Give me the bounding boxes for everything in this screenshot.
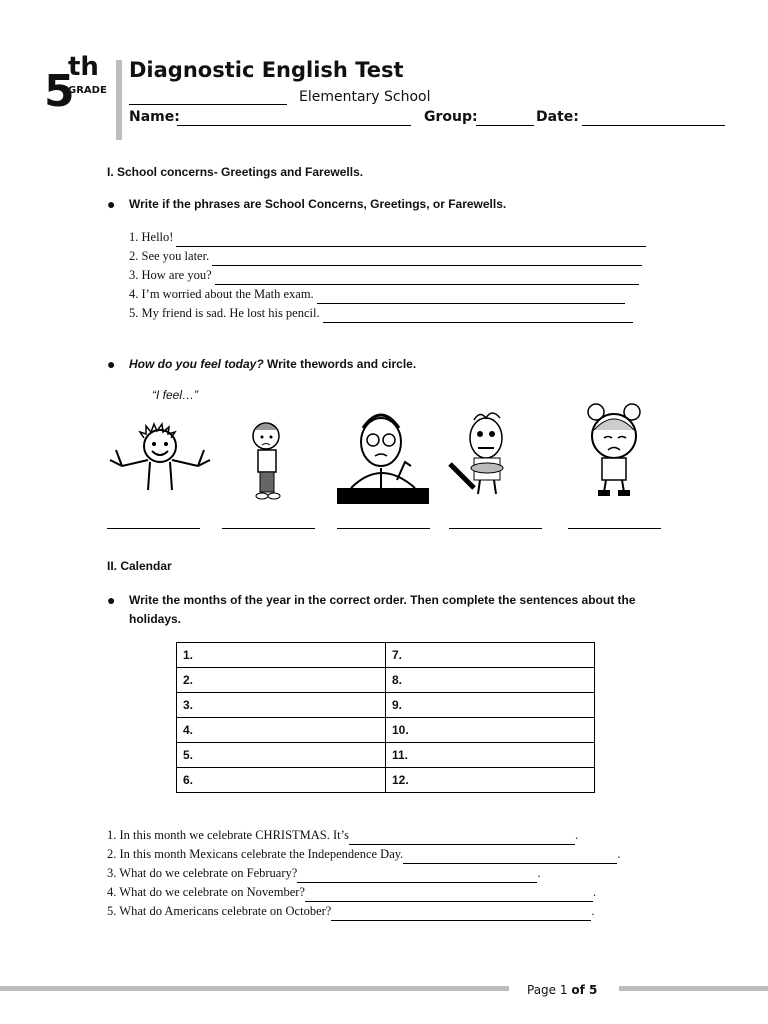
table-row: [177, 718, 595, 743]
instruction-text: Write the months of the year in the correct order. Then complete the sentences about the holidays.: [129, 593, 636, 626]
group-label: Group:: [424, 109, 478, 125]
feel-quote: “I feel…”: [152, 388, 199, 402]
table-row: [177, 668, 595, 693]
month-cell[interactable]: 5.: [177, 743, 386, 768]
answer-field[interactable]: [305, 887, 593, 902]
question-row: [129, 304, 659, 323]
sad-boy-icon: [244, 420, 292, 504]
test-title: Diagnostic English Test: [129, 58, 404, 82]
angry-kid-icon: [444, 408, 526, 498]
answer-field[interactable]: [215, 270, 639, 285]
month-cell[interactable]: 2.: [177, 668, 386, 693]
month-cell[interactable]: 8.: [386, 668, 595, 693]
date-label: Date:: [536, 109, 579, 125]
sentence-row: 3. What do we celebrate on February? .: [107, 864, 667, 883]
worried-man-icon: [337, 406, 429, 504]
question-row: [129, 285, 659, 304]
month-cell[interactable]: 12.: [386, 768, 595, 793]
feel-instruction: [129, 355, 416, 374]
sentence-text: 1. In this month we celebrate CHRISTMAS. It’s: [107, 828, 349, 842]
month-cell[interactable]: 7.: [386, 643, 595, 668]
page-label: Page: [527, 983, 557, 997]
page-total: of 5: [571, 983, 598, 997]
month-cell[interactable]: 11.: [386, 743, 595, 768]
sentence-row: 1. In this month we celebrate CHRISTMAS. It’s .: [107, 826, 667, 845]
table-row: [177, 643, 595, 668]
question-list: [129, 228, 659, 323]
month-cell[interactable]: 3.: [177, 693, 386, 718]
question-text: 2. See you later.: [129, 249, 210, 263]
sentence-row: 2. In this month Mexicans celebrate the Independence Day. .: [107, 845, 667, 864]
footer-rule-left: [0, 986, 509, 991]
sentence-text: 3. What do we celebrate on February?: [107, 866, 298, 880]
table-row: [177, 768, 595, 793]
name-field[interactable]: [177, 125, 411, 126]
sentence-text: 5. What do Americans celebrate on October?: [107, 904, 332, 918]
feeling-answer-field[interactable]: [449, 528, 542, 529]
answer-field[interactable]: [297, 868, 537, 883]
table-row: [177, 693, 595, 718]
section-heading: I. School concerns- Greetings and Farewells.: [107, 165, 364, 179]
feeling-answer-field[interactable]: [337, 528, 430, 529]
answer-field[interactable]: [403, 849, 617, 864]
answer-field[interactable]: [323, 308, 633, 323]
date-field[interactable]: [582, 125, 725, 126]
sentence-text: 2. In this month Mexicans celebrate the Independence Day.: [107, 847, 404, 861]
instruction-text: Write if the phrases are School Concerns, Greetings, or Farewells.: [129, 197, 507, 211]
grade-word: GRADE: [68, 85, 107, 96]
feeling-answer-field[interactable]: [222, 528, 315, 529]
answer-field[interactable]: [349, 830, 575, 845]
sentence-list: [107, 826, 667, 921]
sentence-text: 4. What do we celebrate on November?: [107, 885, 305, 899]
question-text: 3. How are you?: [129, 268, 212, 282]
answer-field[interactable]: [331, 906, 591, 921]
feel-instruction-rest: Write thewords and circle.: [263, 357, 417, 371]
header-divider: [116, 60, 122, 140]
grade-number: 5: [44, 66, 75, 117]
question-row: [129, 247, 659, 266]
group-field[interactable]: [476, 125, 534, 126]
question-text: 5. My friend is sad. He lost his pencil.: [129, 306, 320, 320]
bullet-icon: ●: [107, 196, 116, 212]
question-row: [129, 228, 659, 247]
crying-girl-icon: [582, 400, 646, 500]
question-text: 4. I’m worried about the Math exam.: [129, 287, 314, 301]
name-label: Name:: [129, 109, 180, 125]
month-cell[interactable]: 1.: [177, 643, 386, 668]
answer-field[interactable]: [317, 289, 625, 304]
months-table: [176, 642, 595, 793]
happy-kid-icon: [108, 420, 212, 492]
sentence-row: 4. What do we celebrate on November? .: [107, 883, 667, 902]
section-heading: II. Calendar: [107, 559, 172, 573]
month-cell[interactable]: 4.: [177, 718, 386, 743]
feel-question: How do you feel today?: [129, 357, 264, 371]
bullet-icon: ●: [107, 592, 116, 608]
sentence-row: 5. What do Americans celebrate on October? .: [107, 902, 667, 921]
page-number: 1: [559, 983, 568, 997]
bullet-icon: ●: [107, 356, 116, 372]
table-row: [177, 743, 595, 768]
answer-field[interactable]: [176, 232, 646, 247]
school-label: Elementary School: [299, 89, 431, 105]
question-row: [129, 266, 659, 285]
school-name-field[interactable]: [129, 104, 287, 105]
month-cell[interactable]: 6.: [177, 768, 386, 793]
feeling-answer-field[interactable]: [107, 528, 200, 529]
question-text: 1. Hello!: [129, 230, 174, 244]
feeling-answer-field[interactable]: [568, 528, 661, 529]
month-cell[interactable]: 9.: [386, 693, 595, 718]
page-indicator: [527, 983, 597, 997]
month-cell[interactable]: 10.: [386, 718, 595, 743]
footer-rule-right: [619, 986, 768, 991]
answer-field[interactable]: [212, 251, 642, 266]
grade-suffix: th: [68, 52, 99, 82]
